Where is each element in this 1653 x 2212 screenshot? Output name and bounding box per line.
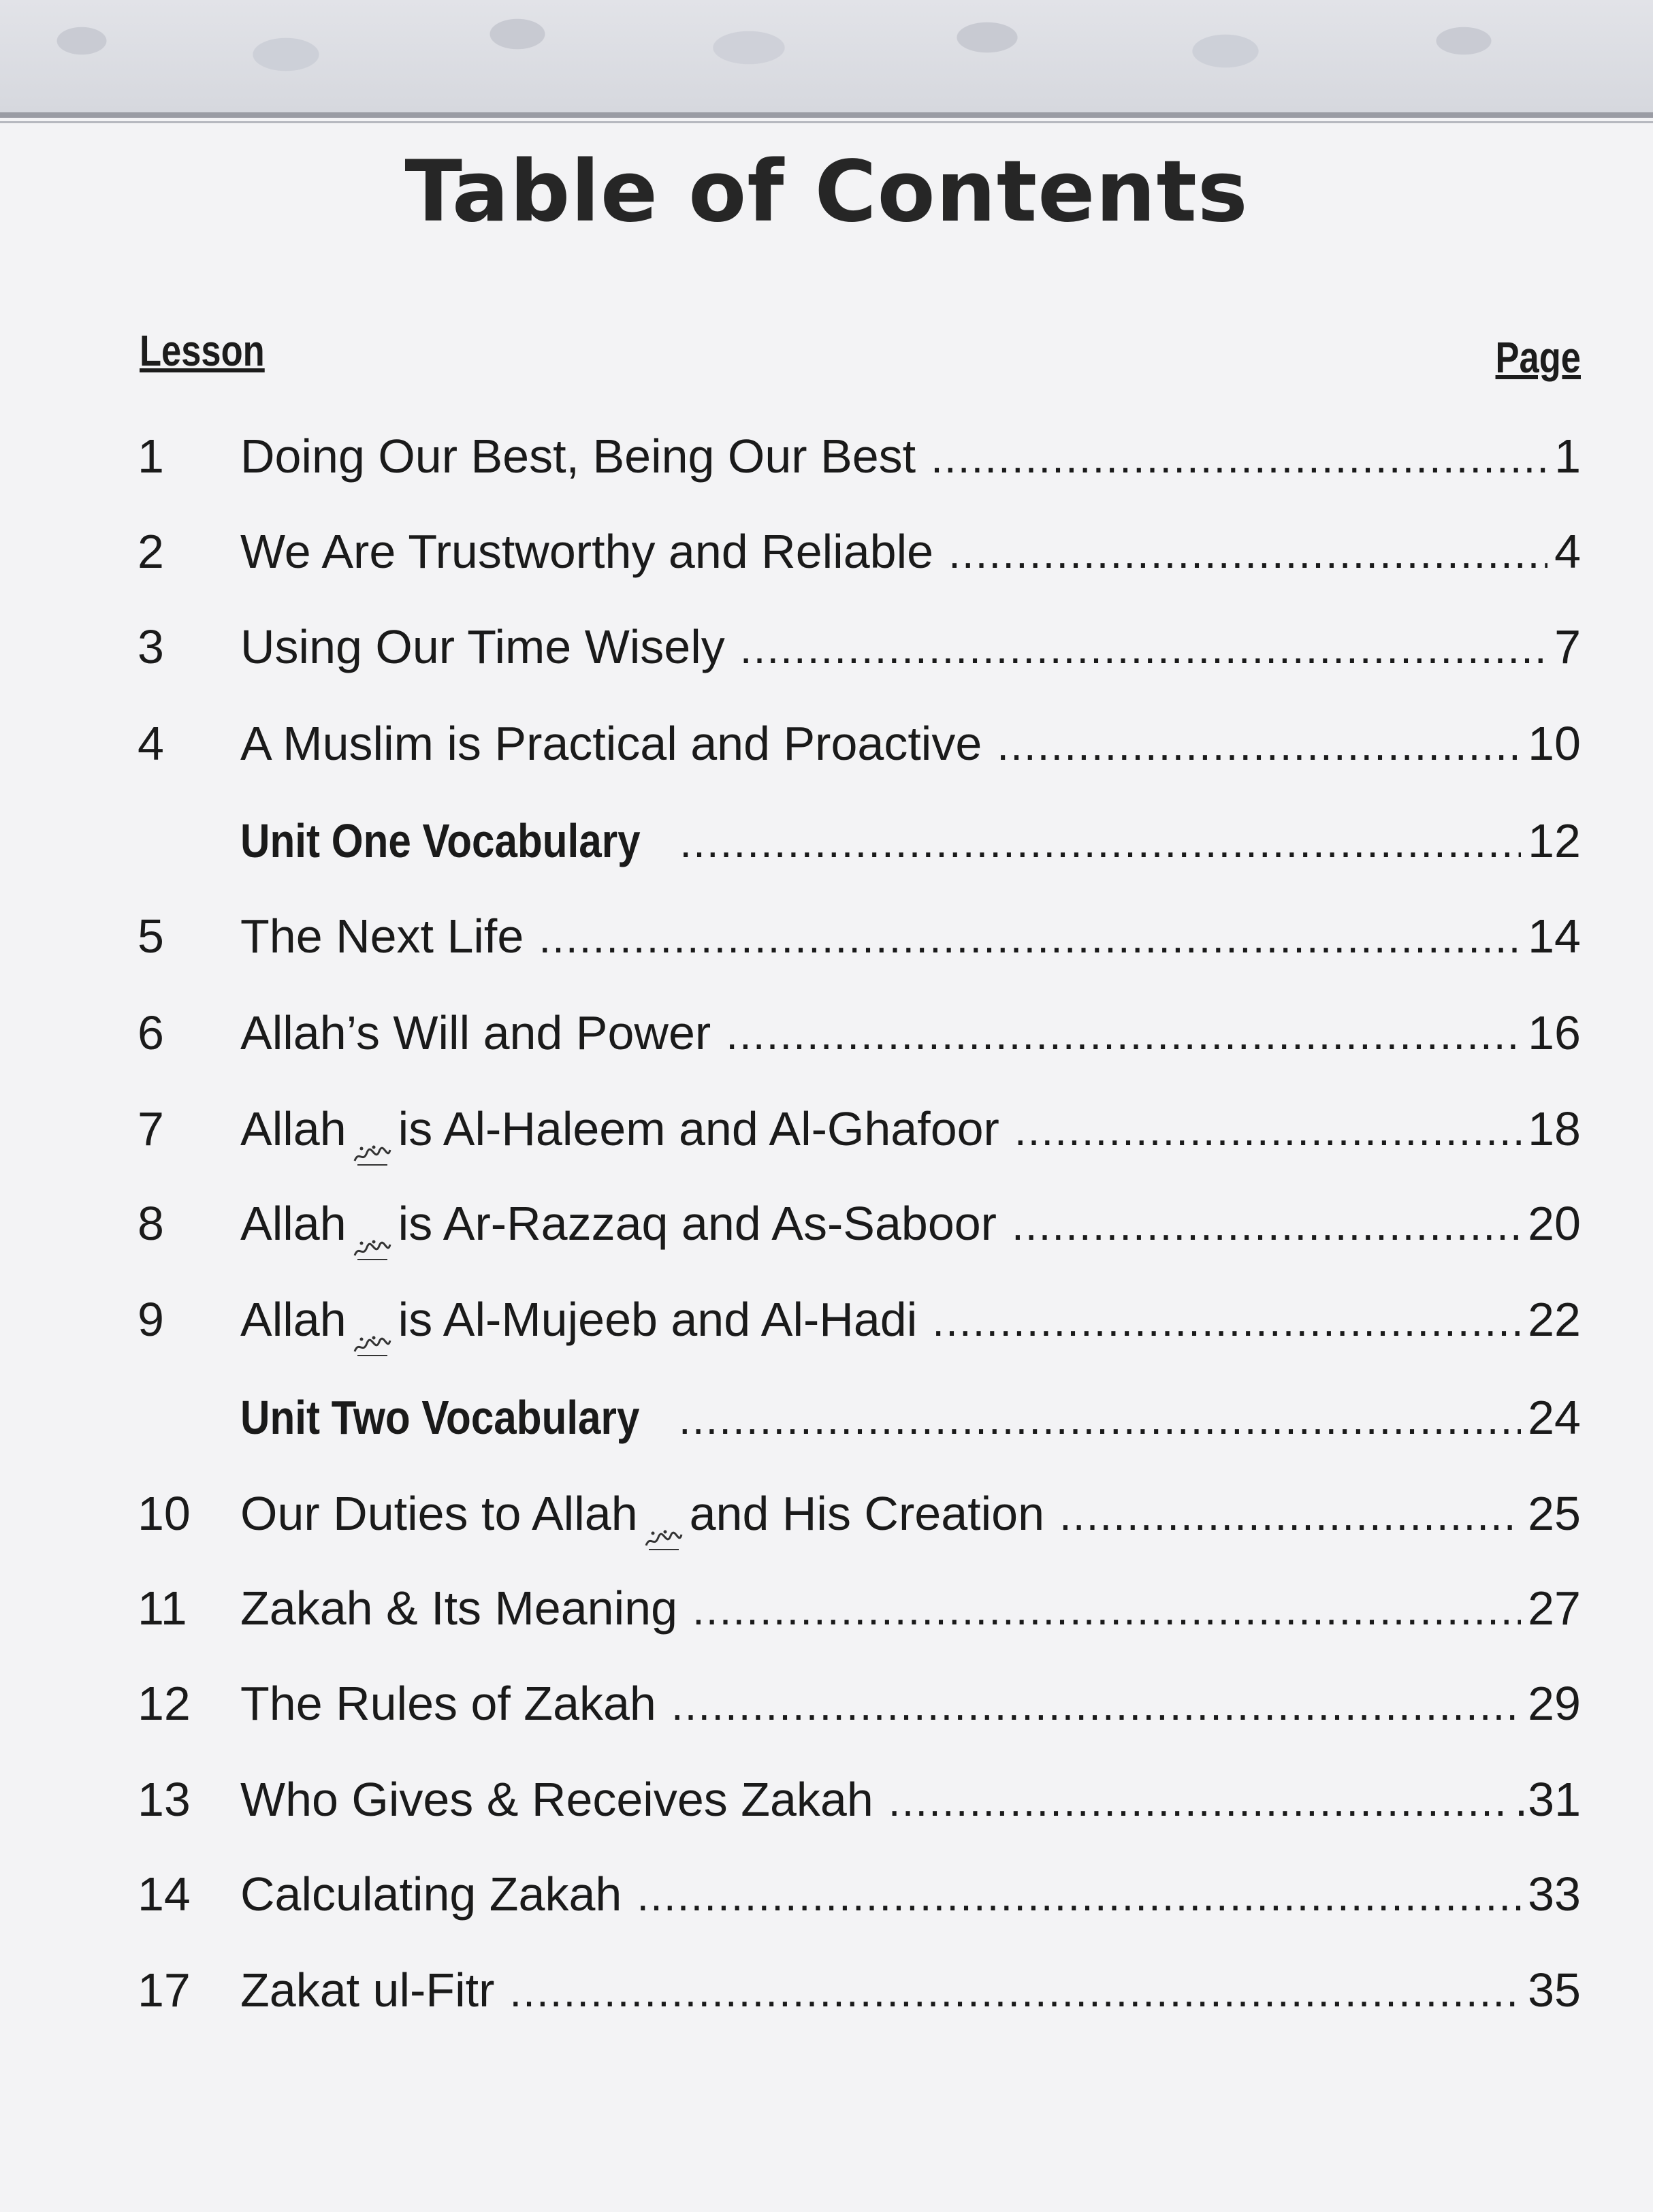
- dot-leader: [1014, 1100, 1521, 1161]
- lesson-title-text: A Muslim is Practical and Proactive: [240, 717, 982, 770]
- lesson-number: 3: [138, 620, 164, 673]
- banner-divider: [0, 112, 1653, 118]
- page-number: 12: [1528, 814, 1581, 867]
- toc-row: [0, 713, 1653, 774]
- dot-leader: [740, 618, 1547, 679]
- lesson-title-text: is Al-Haleem and Al-Ghafoor: [398, 1102, 999, 1155]
- banner-divider-thin: [0, 121, 1653, 123]
- toc-entry: [240, 905, 1581, 968]
- toc-entry: [240, 1863, 1581, 1926]
- lesson-number: 17: [138, 1963, 191, 2017]
- dot-leader: [509, 1961, 1521, 2022]
- lesson-title-text: The Rules of Zakah: [240, 1677, 656, 1730]
- dot-leader: [997, 714, 1521, 775]
- arabic-honorific-icon: [352, 1215, 393, 1240]
- lesson-number: 10: [138, 1487, 191, 1540]
- toc-row: [0, 1002, 1653, 1063]
- page-number: 7: [1554, 620, 1581, 673]
- lesson-title-text: is Al-Mujeeb and Al-Hadi: [398, 1293, 918, 1346]
- toc-entry: [240, 1193, 1581, 1255]
- page-number: 27: [1528, 1582, 1581, 1635]
- toc-row: [0, 616, 1653, 677]
- lesson-title-text: Zakah & Its Meaning: [240, 1582, 677, 1635]
- page-number: 18: [1528, 1102, 1581, 1155]
- lesson-title-text: Who Gives & Receives Zakah: [240, 1773, 873, 1826]
- lesson-number: 6: [138, 1006, 164, 1059]
- page-number: .31: [1514, 1773, 1581, 1826]
- page-title: Table of Contents: [404, 143, 1249, 241]
- lesson-title-text: Allah: [240, 1102, 347, 1155]
- lesson-title: [240, 616, 725, 677]
- dot-leader: [932, 1290, 1521, 1351]
- lesson-title-text: Doing Our Best, Being Our Best: [240, 430, 916, 483]
- lesson-column-header: Lesson: [140, 326, 265, 375]
- toc-entry: [240, 1483, 1581, 1545]
- lesson-title-text: Allah’s Will and Power: [240, 1006, 711, 1059]
- toc-entry: [240, 1289, 1581, 1351]
- lesson-title-text: Using Our Time Wisely: [240, 620, 725, 673]
- toc-entry: [240, 521, 1581, 583]
- lesson-number: 9: [138, 1293, 164, 1346]
- lesson-title-text: Unit Two Vocabulary: [240, 1391, 640, 1444]
- arabic-honorific-icon: [352, 1121, 393, 1145]
- page-number: 33: [1528, 1868, 1581, 1921]
- lesson-title: [240, 1483, 1044, 1544]
- lesson-title-text: Our Duties to Allah: [240, 1487, 638, 1540]
- arabic-honorific-icon: [352, 1311, 393, 1336]
- toc-row: [0, 521, 1653, 582]
- lesson-title: [240, 521, 933, 582]
- page-number: 35: [1528, 1963, 1581, 2017]
- lesson-number: 7: [138, 1102, 164, 1155]
- lesson-title: [240, 1577, 677, 1639]
- page-number: 29: [1528, 1677, 1581, 1730]
- page-number: 24: [1528, 1391, 1581, 1444]
- toc-row: [0, 1673, 1653, 1734]
- toc-row: [0, 1769, 1653, 1830]
- dot-leader: [931, 427, 1547, 488]
- lesson-title: [240, 426, 916, 487]
- toc-row: [0, 426, 1653, 487]
- dot-leader: [692, 1579, 1521, 1640]
- lesson-number: 5: [138, 910, 164, 963]
- arabic-honorific-icon: [643, 1505, 684, 1530]
- dot-leader: [888, 1770, 1508, 1831]
- dot-leader: [1012, 1194, 1521, 1255]
- dot-leader: [671, 1674, 1521, 1735]
- lesson-number: 11: [138, 1582, 187, 1635]
- toc-entry: [240, 426, 1581, 488]
- dot-leader: [539, 907, 1521, 968]
- toc-row: [0, 905, 1653, 967]
- toc-entry: [240, 1098, 1581, 1161]
- unit-vocabulary-title: [240, 810, 641, 871]
- lesson-title-text: Allah: [240, 1293, 347, 1346]
- dot-leader: [948, 522, 1547, 583]
- lesson-number: 2: [138, 525, 164, 578]
- dot-leader: [637, 1865, 1521, 1926]
- page-number: 1: [1554, 430, 1581, 483]
- lesson-title: [240, 1959, 494, 2021]
- dot-leader: [726, 1004, 1521, 1065]
- dot-leader: [1059, 1484, 1521, 1545]
- toc-row: [0, 810, 1653, 871]
- lesson-title: [240, 1673, 656, 1734]
- page-number: 25: [1528, 1487, 1581, 1540]
- toc-entry: [240, 1002, 1581, 1065]
- lesson-title-text: The Next Life: [240, 910, 524, 963]
- page-number: 14: [1528, 910, 1581, 963]
- lesson-title: [240, 713, 982, 774]
- lesson-title: [240, 1769, 873, 1830]
- dot-leader: [679, 1388, 1521, 1449]
- lesson-title: [240, 1863, 622, 1925]
- toc-entry: [240, 713, 1581, 775]
- toc-entry: [240, 616, 1581, 679]
- dot-leader: [679, 812, 1521, 873]
- lesson-number: 8: [138, 1197, 164, 1250]
- lesson-title: [240, 1002, 711, 1063]
- toc-row: [0, 1863, 1653, 1925]
- lesson-title-text: is Ar-Razzaq and As-Saboor: [398, 1197, 997, 1250]
- lesson-number: 12: [138, 1677, 191, 1730]
- page-column-header: Page: [1495, 333, 1581, 382]
- decorative-banner: [0, 0, 1653, 112]
- toc-row: [0, 1387, 1653, 1448]
- lesson-title: [240, 905, 524, 967]
- toc-row: [0, 1193, 1653, 1254]
- page-number: 20: [1528, 1197, 1581, 1250]
- toc-row: [0, 1098, 1653, 1159]
- lesson-number: 14: [138, 1868, 191, 1921]
- toc-entry: [240, 1769, 1581, 1831]
- unit-vocabulary-title: [240, 1387, 639, 1448]
- lesson-title-text: Calculating Zakah: [240, 1868, 622, 1921]
- toc-row: [0, 1483, 1653, 1544]
- lesson-number: 4: [138, 717, 164, 770]
- toc-entry: [240, 810, 1581, 873]
- toc-entry: [240, 1673, 1581, 1735]
- toc-entry: [240, 1959, 1581, 2022]
- lesson-title-text: Allah: [240, 1197, 347, 1250]
- page-number: 4: [1554, 525, 1581, 578]
- lesson-number: 13: [138, 1773, 191, 1826]
- lesson-number: 1: [138, 430, 164, 483]
- toc-entry: [240, 1387, 1581, 1449]
- toc-row: [0, 1959, 1653, 2021]
- page-number: 10: [1528, 717, 1581, 770]
- lesson-title-text: Unit One Vocabulary: [240, 814, 641, 867]
- toc-row: [0, 1289, 1653, 1350]
- lesson-title: [240, 1193, 997, 1254]
- toc-row: [0, 1577, 1653, 1639]
- page-number: 16: [1528, 1006, 1581, 1059]
- lesson-title-text: and His Creation: [689, 1487, 1045, 1540]
- page-number: 22: [1528, 1293, 1581, 1346]
- lesson-title: [240, 1289, 917, 1350]
- toc-entry: [240, 1577, 1581, 1640]
- lesson-title-text: We Are Trustworthy and Reliable: [240, 525, 934, 578]
- lesson-title-text: Zakat ul-Fitr: [240, 1963, 495, 2017]
- lesson-title: [240, 1098, 999, 1159]
